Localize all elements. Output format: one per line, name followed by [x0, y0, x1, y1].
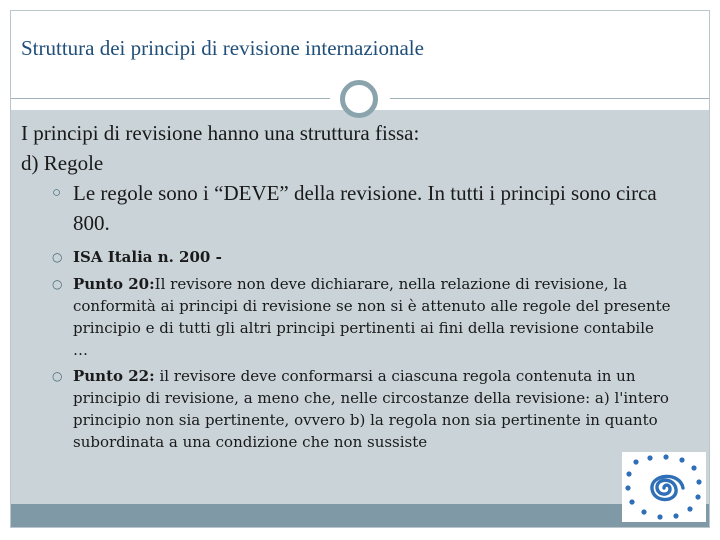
main-bullet — [21, 178, 685, 238]
hollow-circle-bullet-icon: ○ — [52, 185, 62, 201]
rule-list — [21, 246, 701, 453]
item-text: Il revisore non deve dichiarare, nella relazione di revisione, la conformità ai principi di revisione se non si è attenuto alle regole del presente principio e di tutti gli altri principi pertinenti ai fini della revisione contabile … — [73, 275, 671, 359]
intro-line: I principi di revisione hanno una struttura fissa: — [21, 121, 420, 145]
footer-band — [11, 504, 709, 527]
slide-title: Struttura dei principi di revisione internazionale — [21, 36, 424, 60]
section-heading: d) Regole — [21, 151, 104, 175]
hollow-circle-bullet-icon: ○ — [52, 250, 63, 264]
item-label: Punto 22: — [73, 367, 155, 385]
item-label: Punto 20: — [73, 275, 155, 293]
list-item — [21, 365, 673, 453]
main-bullet-text: Le regole sono i “DEVE” della revisione. In tutti i principi sono circa 800. — [73, 181, 657, 235]
ring-ornament-icon — [340, 80, 378, 118]
item-text: il revisore deve conformarsi a ciascuna regola contenuta in un principio di revisione, a meno che, nelle circostanze della revisione: a) l'intero principio non sia pertinente, ovvero b) la regola non sia pertinente in quanto subordinata a una condizione che non sussiste — [73, 367, 669, 451]
list-item — [21, 246, 673, 268]
blue-spiral-icon — [622, 452, 706, 522]
item-label: ISA Italia n. 200 - — [73, 248, 222, 266]
spiral-decoration — [622, 452, 706, 522]
list-item — [21, 273, 673, 361]
hollow-circle-bullet-icon: ○ — [52, 277, 63, 291]
slide-body — [21, 118, 701, 453]
hollow-circle-bullet-icon: ○ — [52, 369, 63, 383]
